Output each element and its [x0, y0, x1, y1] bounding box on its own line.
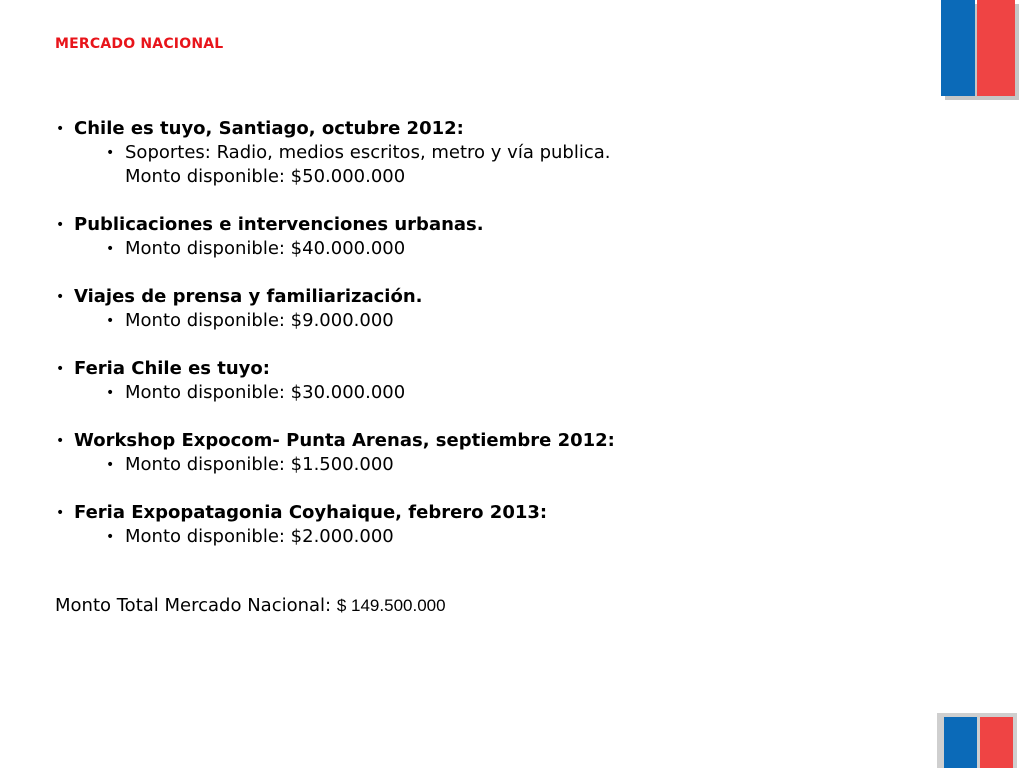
sub-bullet-icon: •: [106, 145, 115, 161]
sub-bullet-icon: •: [106, 529, 115, 545]
item-heading: Feria Expopatagonia Coyhaique, febrero 2013:: [74, 502, 548, 523]
item-heading: Workshop Expocom- Punta Arenas, septiembre 2012:: [74, 430, 615, 451]
list-item: [56, 213, 916, 261]
bullet-icon: •: [56, 121, 65, 137]
bullet-row: [56, 213, 916, 237]
bullet-row: [56, 429, 916, 453]
bullet-icon: •: [56, 289, 65, 305]
bullet-row: [56, 357, 916, 381]
flag-red-stripe: [977, 0, 1015, 96]
sub-item-continuation: Monto disponible: $50.000.000: [125, 166, 406, 187]
sub-bullet-row: [56, 525, 916, 549]
sub-item-text: Monto disponible: $30.000.000: [125, 382, 406, 403]
total-label: Monto Total Mercado Nacional:: [55, 595, 332, 616]
sub-item-text: Monto disponible: $9.000.000: [125, 310, 394, 331]
content-list: [56, 117, 916, 573]
flag-logo-top: [941, 0, 1019, 100]
sub-bullet-row: [56, 141, 916, 165]
flag-blue-stripe: [944, 717, 977, 768]
total-value: $ 149.500.000: [336, 596, 446, 615]
sub-bullet-row: [56, 453, 916, 477]
sub-bullet-row: [56, 381, 916, 405]
sub-bullet-icon: •: [106, 457, 115, 473]
bullet-icon: •: [56, 433, 65, 449]
list-item: [56, 285, 916, 333]
list-item: [56, 117, 916, 189]
bullet-icon: •: [56, 505, 65, 521]
bullet-row: [56, 117, 916, 141]
flag-red-stripe: [980, 717, 1013, 768]
list-item: [56, 429, 916, 477]
sub-bullet-row: [56, 309, 916, 333]
item-heading: Viajes de prensa y familiarización.: [74, 286, 423, 307]
total-line: [55, 595, 446, 616]
flag-logo-bottom: [937, 713, 1017, 768]
sub-bullet-icon: •: [106, 385, 115, 401]
bullet-row: [56, 285, 916, 309]
bullet-icon: •: [56, 361, 65, 377]
bullet-icon: •: [56, 217, 65, 233]
list-item: [56, 501, 916, 549]
item-heading: Publicaciones e intervenciones urbanas.: [74, 214, 484, 235]
item-heading: Feria Chile es tuyo:: [74, 358, 270, 379]
sub-item-text: Monto disponible: $40.000.000: [125, 238, 406, 259]
sub-bullet-row: [56, 237, 916, 261]
list-item: [56, 357, 916, 405]
sub-bullet-icon: •: [106, 241, 115, 257]
sub-item-text: Monto disponible: $1.500.000: [125, 454, 394, 475]
sub-item-text: Monto disponible: $2.000.000: [125, 526, 394, 547]
item-heading: Chile es tuyo, Santiago, octubre 2012:: [74, 118, 464, 139]
bullet-row: [56, 501, 916, 525]
sub-bullet-icon: •: [106, 313, 115, 329]
slide-title: MERCADO NACIONAL: [55, 36, 224, 52]
sub-item-text: Soportes: Radio, medios escritos, metro y vía publica.: [125, 142, 611, 163]
flag-blue-stripe: [941, 0, 975, 96]
